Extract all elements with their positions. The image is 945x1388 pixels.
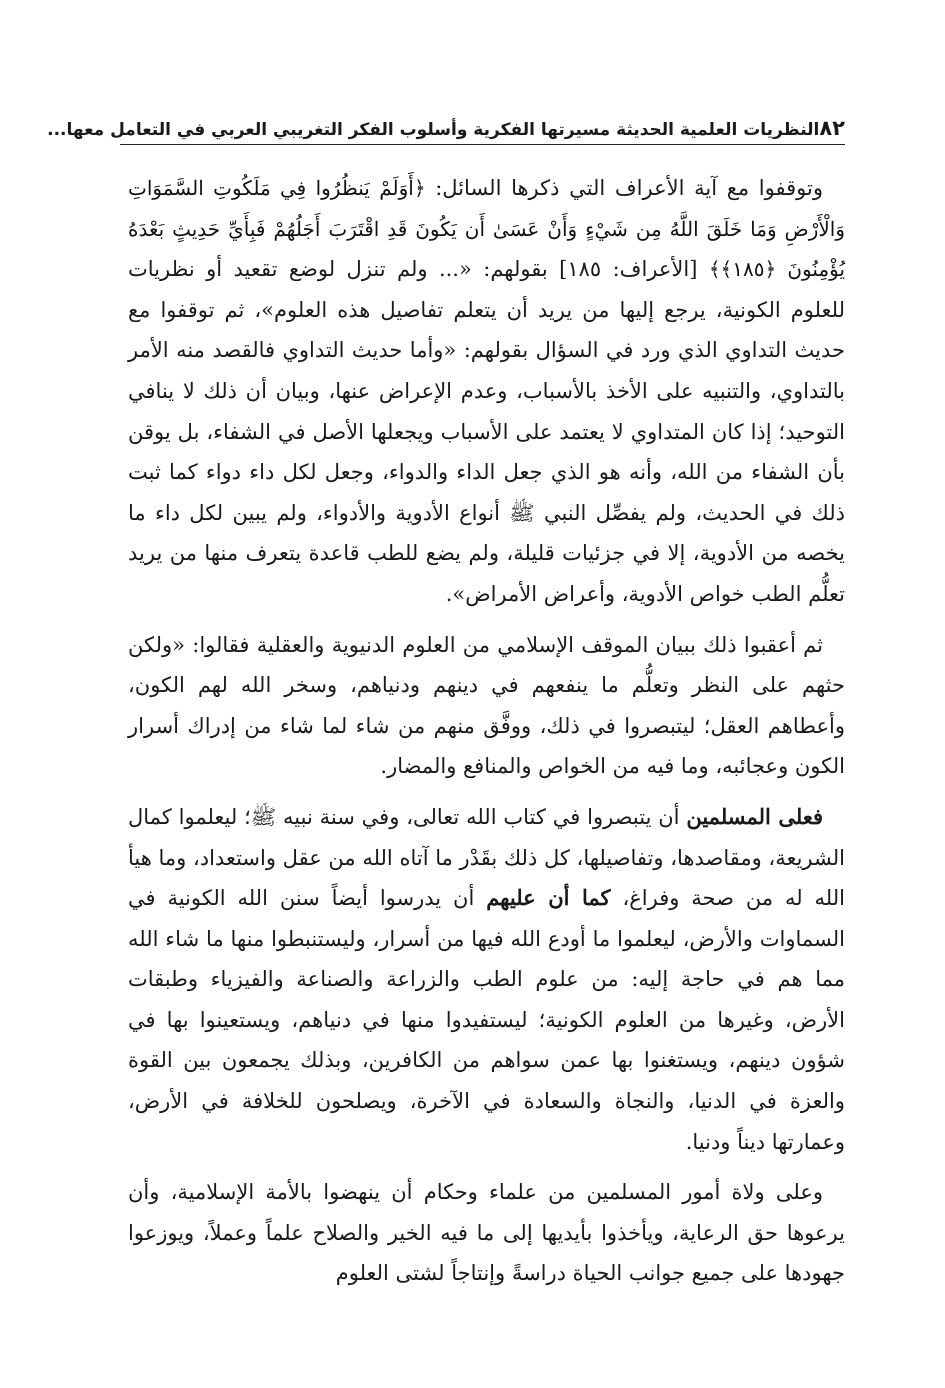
paragraph-3-bold-lead: فعلى المسلمين	[686, 803, 823, 829]
paragraph-1-rest: [الأعراف: ١٨٥] بقولهم: «... ولم تنزل لوضع تقعيد أو نظريات للعلوم الكونية، يرجع إليها من يريد أن يتعلم تفاصيل هذه العلوم»، ثم توقفوا مع حديث التداوي الذي ورد في السؤال بقولهم: «وأما حديث التداوي فالقصد منه الأمر بالتداوي، والتنبيه على الأخذ بالأسباب، وعدم الإعراض عنها، وبيان أن ذلك لا ينافي التوحيد؛ إذا كان المتداوي لا يعتمد على الأسباب ويجعلها الأصل في الشفاء، بل يوقن بأن الشفاء من الله، وأنه هو الذي جعل الداء والدواء، وجعل لكل داء دواء كما ثبت ذلك في الحديث، ولم يفصِّل النبي ﷺ أنواع الأدوية والأدواء، ولم يبين لكل داء ما يخصه من الأدوية، إلا في جزئيات قليلة، ولم يضع للطب قاعدة يتعرف منها من يريد تعلُّم الطب خواص الأدوية، وأعراض الأمراض».	[128, 257, 845, 606]
quran-verse: ﴿أَوَلَمْ يَنظُرُوا فِي مَلَكُوتِ السَّمَوَاتِ وَالْأَرْضِ وَمَا خَلَقَ اللَّهُ مِن شَيْءٍ وَأَنْ عَسَىٰ أَن يَكُونَ قَدِ اقْتَرَبَ أَجَلُهُمْ فَبِأَيِّ حَدِيثٍ بَعْدَهُ يُؤْمِنُونَ ﴿١٨٥﴾﴾	[128, 176, 845, 282]
page-number: ٨٢	[819, 116, 845, 140]
paragraph-1	[128, 168, 845, 615]
paragraph-1-intro: وتوقفوا مع آية الأعراف التي ذكرها السائل:	[425, 176, 823, 200]
paragraph-4: وعلى ولاة أمور المسلمين من علماء وحكام أن ينهضوا بالأمة الإسلامية، وأن يرعوها حق الرعاية، ويأخذوا بأيديها إلى ما فيه الخير والصلاح علماً وعملاً، ويوزعوا جهودها على جميع جوانب الحياة دراسةً وإنتاجاً لشتى العلوم	[128, 1180, 845, 1286]
paragraph-3-part-1: أن يتبصروا في كتاب الله تعالى، وفي سنة نبيه ﷺ؛ ليعلموا كمال الشريعة، ومقاصدها، وتفاصيلها، كل ذلك بقَدْر ما آتاه الله من عقل واستعداد، وما هيأ الله له من صحة وفراغ،	[128, 804, 845, 911]
paragraph-3-part-2: أن يدرسوا أيضاً سنن الله الكونية في السماوات والأرض، ليعلموا ما أودع الله فيها من أسرار، وليستنبطوا منها ما شاء الله مما هم في حاجة إليه: من علوم الطب والزراعة والصناعة والفيزياء وطبقات الأرض، وغيرها من العلوم الكونية؛ ليستفيدوا منها في دنياهم، ويستعينوا بها في شؤون دينهم، ويستغنوا بها عمن سواهم من الكافرين، وبذلك يجمعون بين القوة والعزة في الدنيا، والنجاة والسعادة في الآخرة، ويصلحون للخلافة في الأرض، وعمارتها ديناً ودنيا.	[128, 886, 845, 1154]
paragraph-2: ثم أعقبوا ذلك ببيان الموقف الإسلامي من العلوم الدنيوية والعقلية فقالوا: «ولكن حثهم على النظر وتعلُّم ما ينفعهم في دينهم ودنياهم، وسخر الله لهم الكون، وأعطاهم العقل؛ ليتبصروا في ذلك، ووفَّق منهم من شاء لما شاء من إدراك أسرار الكون وعجائبه، وما فيه من الخواص والمنافع والمضار.	[128, 632, 845, 779]
paragraph-3-bold-mid: كما أن عليهم	[486, 885, 611, 911]
running-header	[47, 104, 845, 145]
paragraph-3	[128, 797, 845, 1162]
body-text	[128, 168, 845, 1304]
running-header-title: النظريات العلمية الحديثة مسيرتها الفكرية وأسلوب الفكر التغريبي العربي في التعامل معها...	[47, 120, 820, 140]
